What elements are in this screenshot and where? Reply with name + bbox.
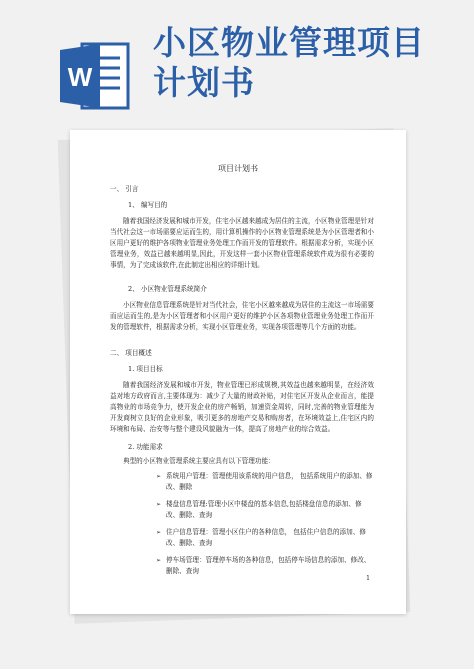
page-number: 1 bbox=[366, 575, 370, 582]
word-icon-letter: W bbox=[67, 62, 93, 92]
header bbox=[0, 0, 474, 125]
document-title: 项目计划书 bbox=[218, 164, 258, 173]
function-list bbox=[110, 471, 374, 577]
section-2-1-paragraph: 随着我国经济发展和城市开发，物业管理已形成规模,其效益也越来越明显，在经济效益对地方政府而言,主要体现为：减少了大量的财政补贴，对住宅区开发从企业而言，能提高物业的市场竞争力，使开发企业的房产畅销，加速资金周转，同时,完善的物业管理能为开发商树立良好的企业形象，吸引更多的房地产交易和购房者，在环境效益上,住宅区内的环境和布局、治安等与整个建设风貌融为一体，提高了房地产业的综合效益。 bbox=[110, 381, 374, 433]
bullet-arrow-icon: ➢ bbox=[156, 473, 162, 480]
list-item bbox=[156, 555, 374, 577]
page-title-line-1: 小区物业管理项目 bbox=[153, 23, 425, 62]
section-1-2-heading: 2、 小区物业管理系统简介 bbox=[128, 285, 207, 293]
list-item-text: 楼盘信息管理:管理小区中楼盘的基本信息,包括楼盘信息的添加、修改、删除、查询 bbox=[166, 500, 362, 519]
section-1-2-paragraph: 小区物业信息管理系统是针对当代社会，住宅小区越来越成为居住的主流这一市场需要而应运而生的,是为小区管理者和小区用户更好的维护小区各项物业管理业务处理工作而开发的管理软件，根据需求分析，实现小区管理业务，实现各项管理等几个方面的功能。 bbox=[110, 301, 374, 331]
section-1-heading: 一、 引言 bbox=[110, 185, 139, 193]
list-item bbox=[156, 499, 374, 521]
bullet-arrow-icon: ➢ bbox=[156, 529, 162, 536]
list-item-text: 系统用户管理：管理使用该系统的用户信息， 包括系统用户的添加、修改、删除 bbox=[166, 472, 373, 491]
list-item bbox=[156, 471, 374, 493]
list-item-text: 停车场管理：管理停车场的各种信息，包括停车场信息的添加、修改、删除、查询 bbox=[166, 556, 371, 575]
section-2-heading: 二、 项目概述 bbox=[110, 349, 152, 357]
list-item-text: 住户信息管理：管理小区住户的各种信息， 包括住户信息的添加、修改、删除、查询 bbox=[166, 528, 366, 547]
section-2-2-heading: 2. 功能需求 bbox=[128, 443, 163, 451]
section-1-1-paragraph: 随着我国经济发展和城市开发，住宅小区越来越成为居住的主流，小区物业管理是针对当代社会这一市场需要应运而生的，用计算机操作的小区物业管理系统是为小区管理者和小区用户更好的维护各项物业管理业务处理工作而开发的管理软件。根据需求分析，实现小区管理业务，效益已越来越明显,因此，开发这样一套小区物业管理系统软件成为很有必要的事情，为了完成该软件,在此制定出相应的详细计划。 bbox=[110, 217, 374, 269]
bullet-arrow-icon: ➢ bbox=[156, 557, 162, 564]
section-2-1-heading: 1. 项目目标 bbox=[128, 365, 163, 373]
word-document-icon bbox=[58, 40, 134, 112]
section-2-2-intro: 典型的小区物业管理系统主要应具有以下管理功能： bbox=[123, 457, 275, 465]
list-item bbox=[156, 527, 374, 549]
bullet-arrow-icon: ➢ bbox=[156, 501, 162, 508]
section-1-1-heading: 1、 编写目的 bbox=[128, 201, 168, 209]
page-title-line-2: 计划书 bbox=[153, 63, 255, 102]
document-page bbox=[70, 130, 406, 614]
